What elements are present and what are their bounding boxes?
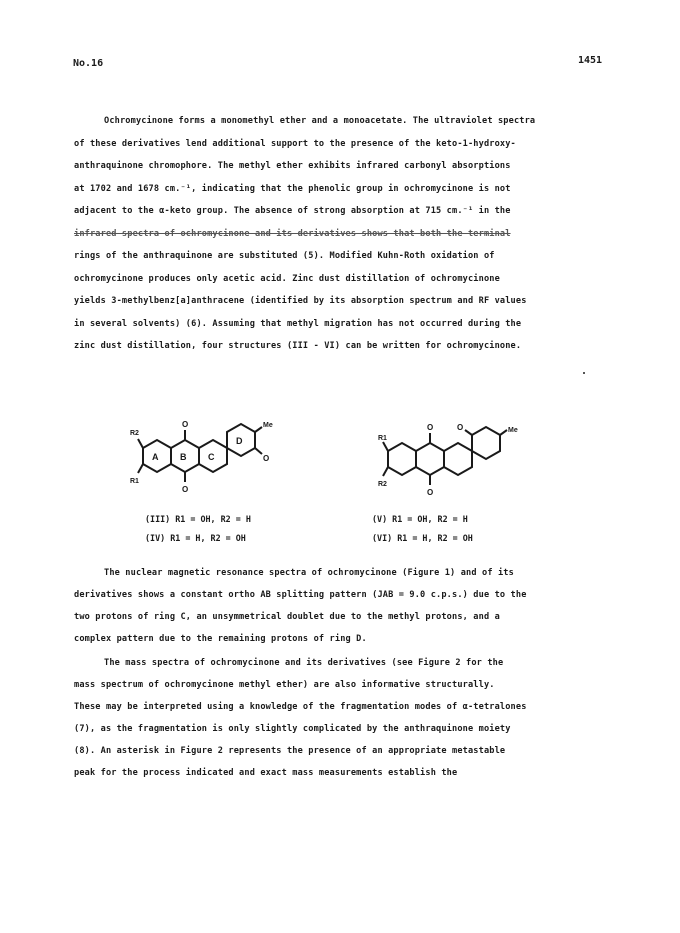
text-line: The nuclear magnetic resonance spectra of ochromycinone (Figure 1) and of its <box>104 568 514 578</box>
text-line: mass spectrum of ochromycinone methyl ether) are also informative structurally. <box>74 680 495 690</box>
substituent-label: R2 <box>378 481 387 488</box>
carbonyl-o-ketone: O <box>263 454 270 463</box>
page-number: 1451 <box>578 55 603 66</box>
caption-iv: (IV) R1 = H, R2 = OH <box>145 533 246 543</box>
text-line: at 1702 and 1678 cm.⁻¹, indicating that the phenolic group in ochromycinone is not <box>74 183 511 194</box>
text-line: two protons of ring C, an unsymmetrical doublet due to the methyl protons, and a <box>74 612 500 622</box>
text-line: The mass spectra of ochromycinone and its derivatives (see Figure 2 for the <box>104 658 504 668</box>
carbonyl-o-bottom: O <box>182 485 189 494</box>
caption-vi: (VI) R1 = H, R2 = OH <box>372 533 473 543</box>
text-line: Ochromycinone forms a monomethyl ether and a monoacetate. The ultraviolet spectra <box>104 116 536 126</box>
text-line: yields 3-methylbenz[a]anthracene (identified by its absorption spectrum and RF values <box>74 296 527 306</box>
carbonyl-o-top: O <box>427 423 434 432</box>
methyl-label: Me <box>263 422 273 429</box>
ring-label-b: B <box>180 452 187 462</box>
substituent-label: R1 <box>378 435 387 442</box>
text-line: (7), as the fragmentation is only slightly complicated by the anthraquinone moiety <box>74 724 511 734</box>
caption-iii: (III) R1 = OH, R2 = H <box>145 514 251 524</box>
ring-label-c: C <box>208 452 215 462</box>
ring-label-d: D <box>236 436 243 446</box>
ring-label-a: A <box>152 452 159 462</box>
substituent-label: R1 <box>130 478 139 485</box>
structure-v-vi <box>378 418 548 498</box>
text-line: rings of the anthraquinone are substituted (5). Modified Kuhn-Roth oxidation of <box>74 251 495 261</box>
issue-number: No.16 <box>73 58 104 69</box>
carbonyl-o-ketone: O <box>457 423 464 432</box>
text-line: zinc dust distillation, four structures (III - VI) can be written for ochromycinone. <box>74 341 522 351</box>
paragraph-ochromycinone-derivatives <box>74 110 614 358</box>
text-line: (8). An asterisk in Figure 2 represents the presence of an appropriate metastable <box>74 746 506 756</box>
caption-v: (V) R1 = OH, R2 = H <box>372 514 468 524</box>
carbonyl-o-top: O <box>182 420 189 429</box>
stray-mark <box>583 372 585 374</box>
text-line: complex pattern due to the remaining protons of ring D. <box>74 634 367 644</box>
text-line: anthraquinone chromophore. The methyl ether exhibits infrared carbonyl absorptions <box>74 161 511 171</box>
text-line: in several solvents) (6). Assuming that methyl migration has not occurred during the <box>74 318 522 329</box>
carbonyl-o-bottom: O <box>427 488 434 497</box>
paragraph-mass-spectra <box>74 652 614 784</box>
text-line: peak for the process indicated and exact mass measurements establish the <box>74 768 458 778</box>
text-line: ochromycinone produces only acetic acid. Zinc dust distillation of ochromycinone <box>74 273 500 284</box>
text-line: derivatives shows a constant ortho AB splitting pattern (JAB = 9.0 c.p.s.) due to the <box>74 590 527 600</box>
text-line: adjacent to the α-keto group. The absence of strong absorption at 715 cm.⁻¹ in the <box>74 206 511 216</box>
text-line: These may be interpreted using a knowledge of the fragmentation modes of α-tetralones <box>74 702 527 712</box>
text-line-struck: infrared spectra of ochromycinone and its derivatives shows that both the terminal <box>74 228 511 239</box>
paragraph-nmr <box>74 562 614 650</box>
text-line: of these derivatives lend additional support to the presence of the keto-1-hydroxy- <box>74 138 516 149</box>
methyl-label: Me <box>508 427 518 434</box>
substituent-label: R2 <box>130 430 139 437</box>
structure-iii-iv <box>128 415 298 505</box>
